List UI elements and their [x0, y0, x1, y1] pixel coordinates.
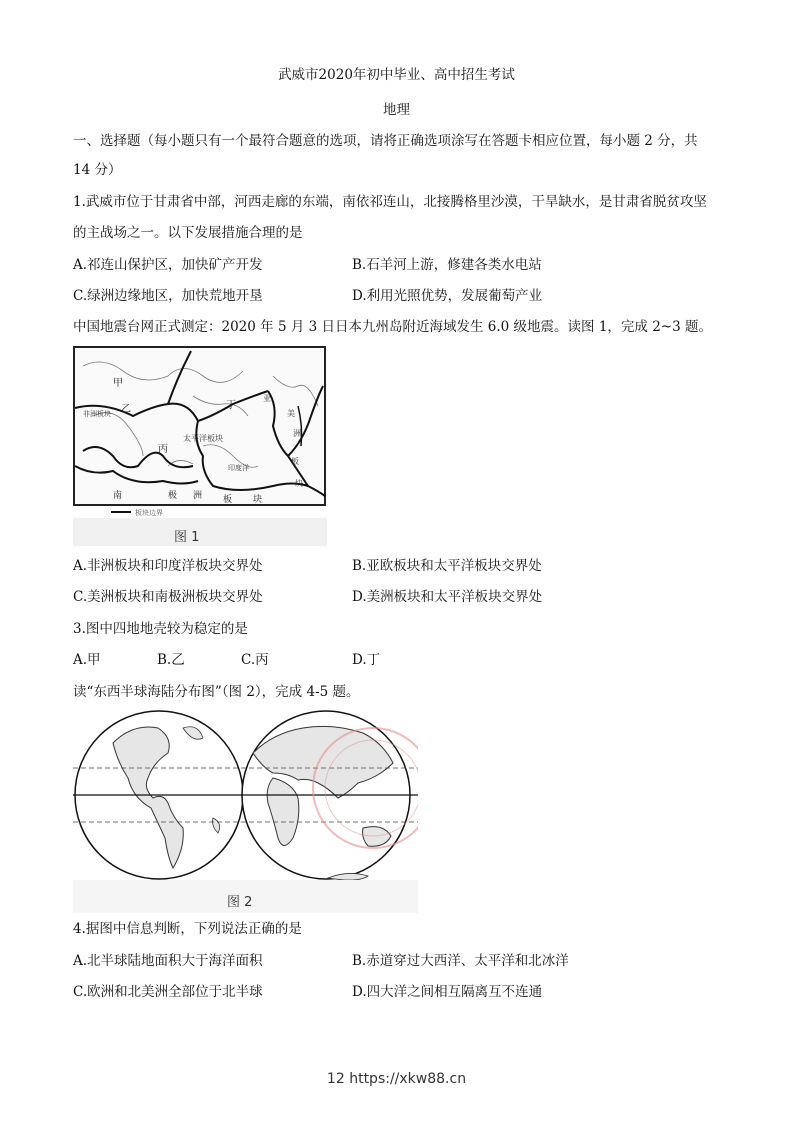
section-heading-line2: 14 分） [73, 162, 122, 178]
label-yi: 乙 [121, 404, 131, 415]
q2-option-d: D.美洲板块和太平洋板块交界处 [352, 589, 543, 605]
section-heading-line1: 一、选择题（每小题只有一个最符合题意的选项，请将正确选项涂写在答题卡相应位置，每小题 2 分，共 [73, 133, 698, 149]
q3-option-c: C.丙 [241, 652, 269, 668]
exam-title: 武威市2020年初中毕业、高中招生考试 [278, 67, 515, 83]
label-ya: 亚 [263, 394, 271, 403]
q2-option-a: A.非洲板块和印度洋板块交界处 [73, 558, 263, 574]
figure-2-caption: 图 2 [227, 895, 253, 910]
q3-option-b: B.乙 [157, 652, 185, 668]
intro-questions-2-3: 中国地震台网正式测定：2020 年 5 月 3 日日本九州岛附近海域发生 6.0 级地震。读图 1，完成 2~3 题。 [73, 319, 712, 335]
hemispheres-map [73, 708, 418, 913]
q4-option-d: D.四大洋之间相互隔离互不连通 [352, 984, 543, 1000]
q4-option-b: B.赤道穿过大西洋、太平洋和北冰洋 [352, 953, 569, 969]
label-zhou-south: 洲 [193, 491, 203, 501]
figure-1 [73, 346, 327, 546]
q4-option-a: A.北半球陆地面积大于海洋面积 [73, 953, 263, 969]
figure-2 [73, 708, 418, 913]
label-ban: 板 [291, 457, 299, 466]
label-zhou: 洲 [293, 429, 301, 438]
label-ding: 丁 [226, 400, 236, 411]
page-number: 12 [326, 1071, 345, 1087]
figure-1-caption: 图 1 [174, 530, 200, 545]
q1-option-c: C.绿洲边缘地区，加快荒地开垦 [73, 288, 263, 304]
q1-stem-line2: 的主战场之一。以下发展措施合理的是 [73, 225, 303, 241]
label-ji: 极 [168, 491, 178, 501]
footer-url[interactable]: https://xkw88.cn [349, 1071, 467, 1087]
plate-map [73, 346, 327, 546]
q1-option-b: B.石羊河上游，修建各类水电站 [352, 257, 542, 273]
label-feizhou: 非洲板块 [83, 410, 111, 418]
label-taipingyang: 太平洋板块 [183, 434, 223, 443]
label-yindu: 印度洋 [228, 464, 249, 472]
page-footer [0, 1071, 793, 1087]
label-kuai: 块 [295, 479, 303, 488]
label-bing: 丙 [158, 444, 168, 455]
q2-option-c: C.美洲板块和南极洲板块交界处 [73, 589, 263, 605]
q3-option-a: A.甲 [73, 652, 101, 668]
label-nan: 南 [113, 491, 123, 501]
q1-option-d: D.利用光照优势，发展葡萄产业 [352, 288, 543, 304]
q4-option-c: C.欧洲和北美洲全部位于北半球 [73, 984, 263, 1000]
label-mei: 美 [287, 409, 295, 418]
subject-title: 地理 [383, 102, 410, 118]
q1-stem-line1: 1.武威市位于甘肃省中部，河西走廊的东端，南依祁连山，北接腾格里沙漠，干旱缺水，是甘肃省脱贫攻坚 [73, 194, 707, 210]
legend-label: 板块边界 [135, 509, 163, 517]
label-kuai-south: 块 [253, 495, 263, 505]
intro-questions-4-5: 读“东西半球海陆分布图”（图 2），完成 4-5 题。 [73, 684, 360, 700]
q3-stem: 3.图中四地地壳较为稳定的是 [73, 621, 248, 637]
q1-option-a: A.祁连山保护区，加快矿产开发 [73, 257, 263, 273]
q3-option-d: D.丁 [352, 652, 381, 668]
label-jia: 甲 [113, 378, 123, 389]
label-ban-south: 板 [223, 495, 233, 505]
q2-option-b: B.亚欧板块和太平洋板块交界处 [352, 558, 542, 574]
q4-stem: 4.据图中信息判断，下列说法正确的是 [73, 921, 302, 937]
